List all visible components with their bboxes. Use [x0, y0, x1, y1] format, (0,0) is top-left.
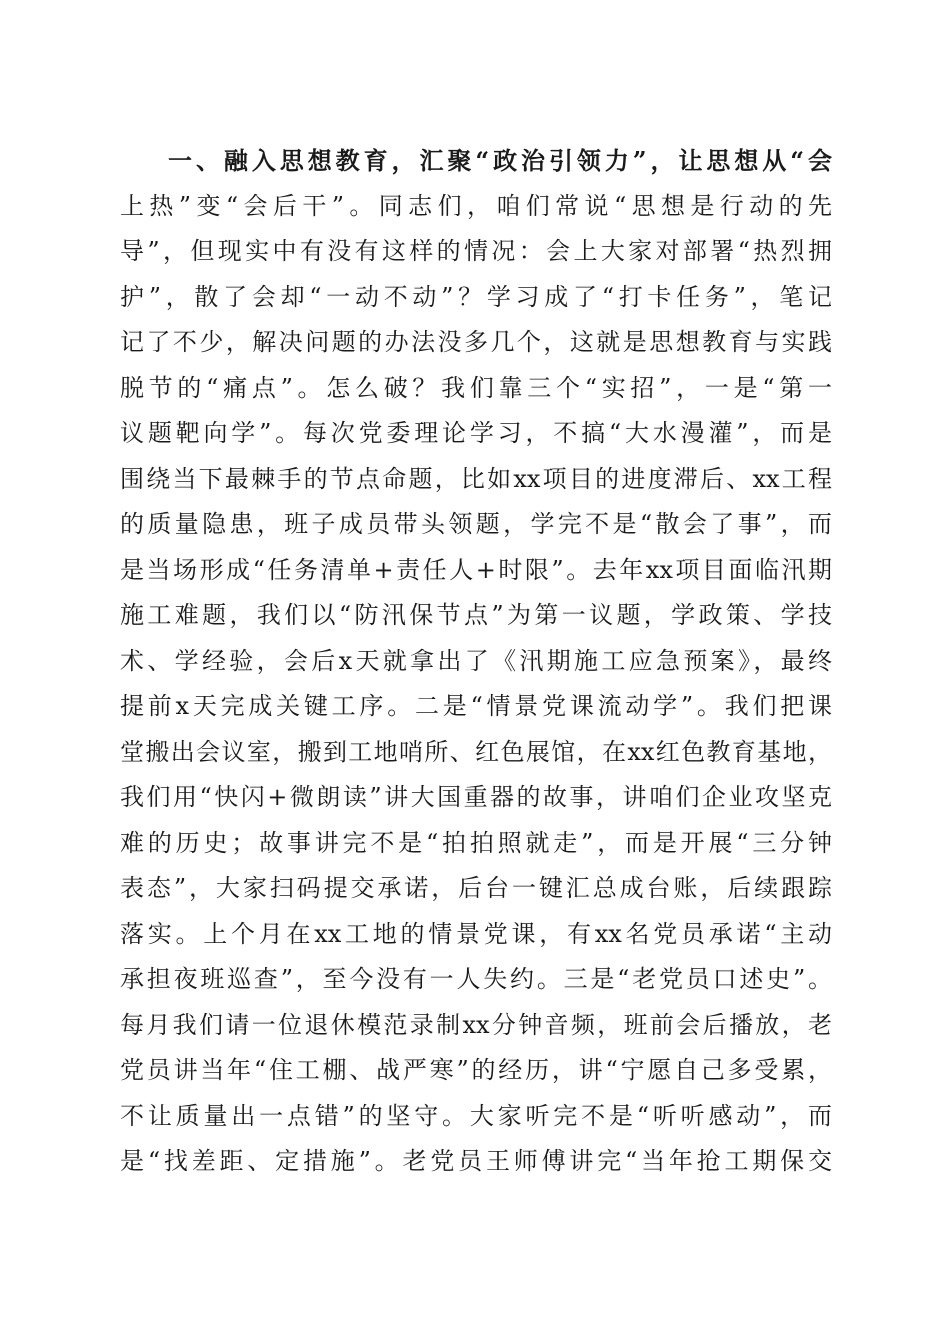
text-line: 是当场形成“任务清单+责任人+时限”。去年xx项目面临汛期	[120, 555, 832, 584]
body-text	[120, 138, 832, 1185]
text-line: 不让质量出一点错”的坚守。大家听完不是“听听感动”，而	[120, 1101, 832, 1130]
heading-line	[120, 138, 832, 184]
text-line: 提前x天完成关键工序。二是“情景党课流动学”。我们把课	[120, 692, 832, 720]
section-heading: 一、融入思想教育，汇聚“政治引领力”，让思想从“会	[168, 146, 832, 175]
text-line: 我们用“快闪+微朗读”讲大国重器的故事，讲咱们企业攻坚克	[120, 783, 832, 811]
text-line: 导”，但现实中有没有这样的情况：会上大家对部署“热烈拥	[120, 237, 832, 265]
text-line: 表态”，大家扫码提交承诺，后台一键汇总成台账，后续跟踪	[120, 874, 832, 902]
text-line: 是“找差距、定措施”。老党员王师傅讲完“当年抢工期保交	[120, 1147, 832, 1175]
text-line: 党员讲当年“住工棚、战严寒”的经历，讲“宁愿自己多受累，	[120, 1056, 832, 1084]
text-line: 堂搬出会议室，搬到工地哨所、红色展馆，在xx红色教育基地，	[120, 737, 832, 766]
text-line: 议题靶向学”。每次党委理论学习，不搞“大水漫灌”，而是	[120, 419, 832, 447]
text-line: 施工难题，我们以“防汛保节点”为第一议题，学政策、学技	[120, 601, 832, 629]
text-line: 术、学经验，会后x天就拿出了《汛期施工应急预案》，最终	[120, 646, 832, 675]
text-line: 承担夜班巡查”，至今没有一人失约。三是“老党员口述史”。	[120, 965, 832, 993]
text-line: 的质量隐患，班子成员带头领题，学完不是“散会了事”，而	[120, 510, 832, 538]
text-line: 护”，散了会却“一动不动”？学习成了“打卡任务”，笔记	[120, 282, 832, 311]
text-line: 每月我们请一位退休模范录制xx分钟音频，班前会后播放，老	[120, 1010, 832, 1039]
text-line: 上热”变“会后干”。同志们，咱们常说“思想是行动的先	[120, 191, 832, 220]
text-line: 落实。上个月在xx工地的情景党课，有xx名党员承诺“主动	[120, 919, 832, 948]
text-line: 记了不少，解决问题的办法没多几个，这就是思想教育与实践	[120, 328, 832, 356]
text-line: 围绕当下最棘手的节点命题，比如xx项目的进度滞后、xx工程	[120, 464, 832, 493]
text-line: 脱节的“痛点”。怎么破？我们靠三个“实招”，一是“第一	[120, 373, 832, 402]
text-line: 难的历史；故事讲完不是“拍拍照就走”，而是开展“三分钟	[120, 828, 832, 857]
